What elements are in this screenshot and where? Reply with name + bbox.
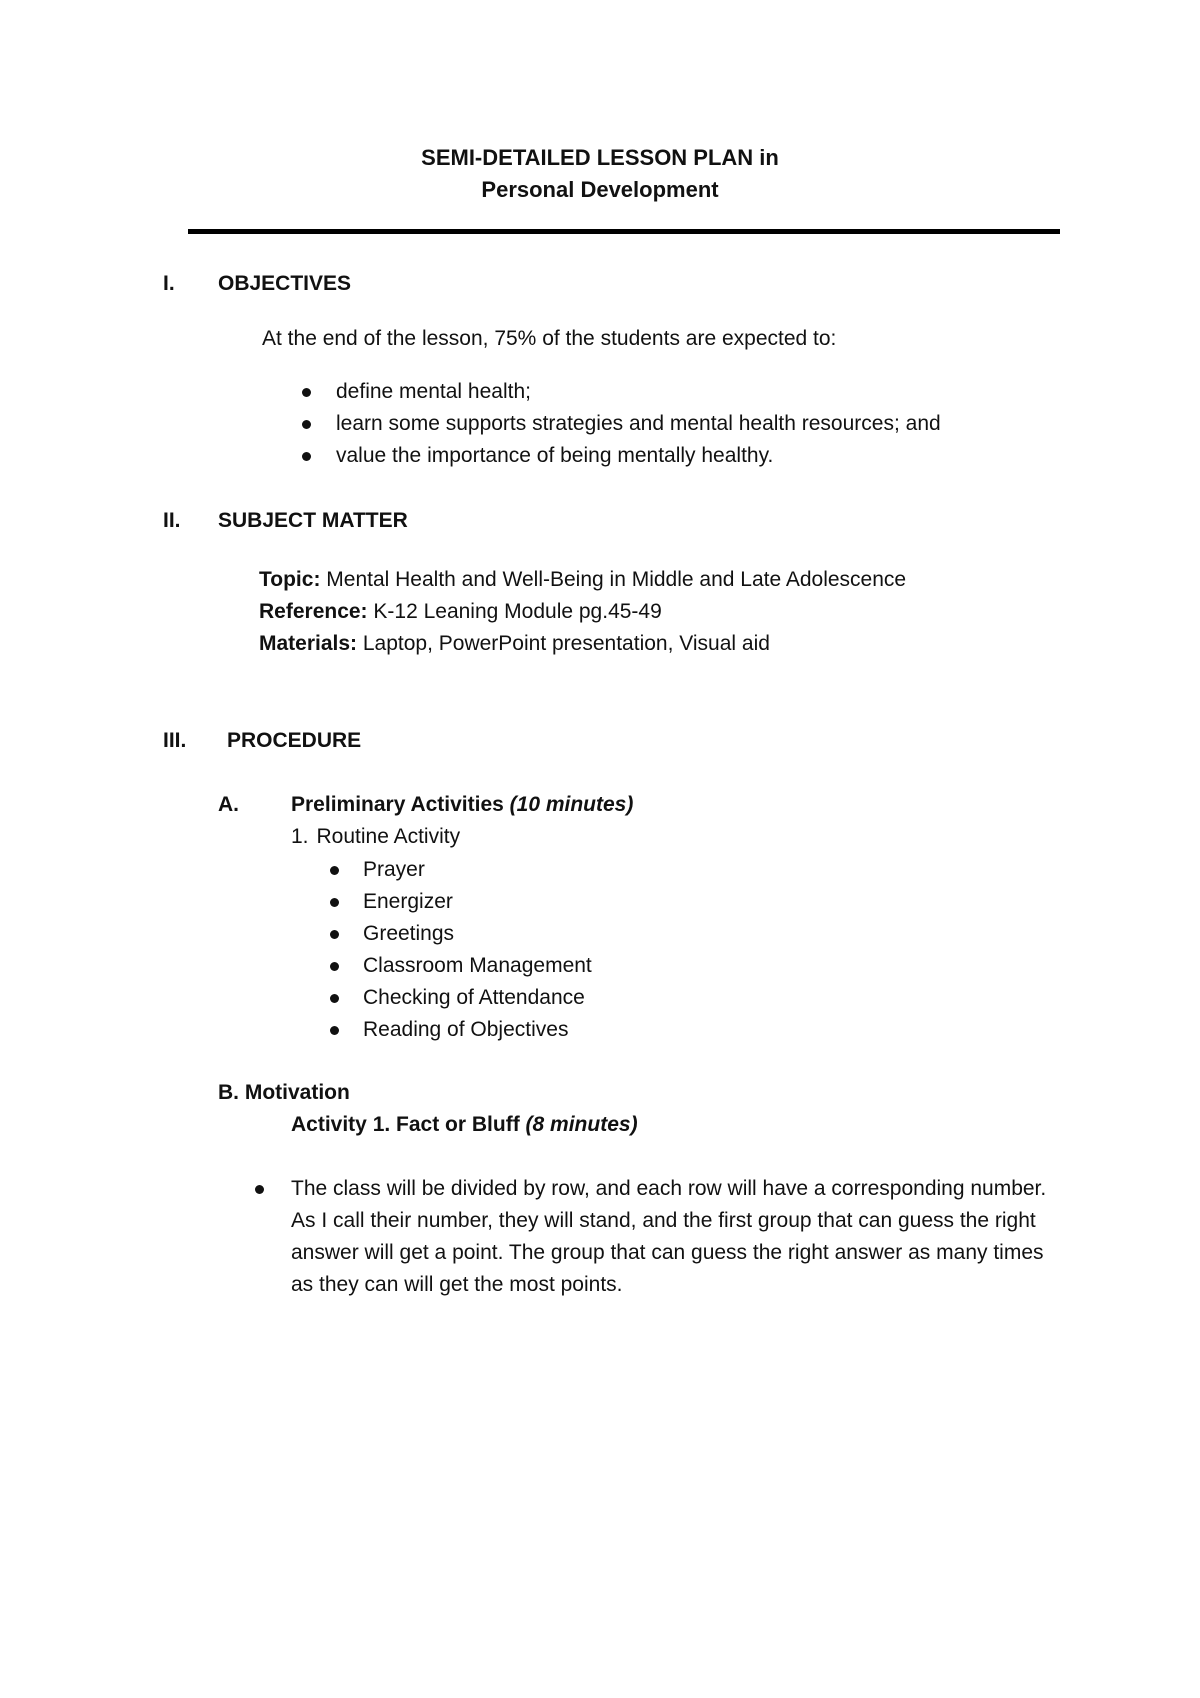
bullet-icon bbox=[330, 1026, 339, 1035]
objective-item: learn some supports strategies and mental health resources; and bbox=[336, 412, 941, 435]
materials-line bbox=[259, 631, 770, 656]
objectives-intro: At the end of the lesson, 75% of the students are expected to: bbox=[262, 327, 837, 350]
subsection-heading-preliminary bbox=[291, 792, 633, 817]
bullet-icon bbox=[302, 452, 311, 461]
bullet-icon bbox=[330, 994, 339, 1003]
topic-value: Mental Health and Well-Being in Middle and Late Adolescence bbox=[320, 568, 907, 591]
topic-line bbox=[259, 567, 906, 592]
routine-item: Classroom Management bbox=[363, 954, 592, 977]
subsection-letter-preliminary: A. bbox=[218, 793, 239, 816]
routine-item: Prayer bbox=[363, 858, 425, 881]
bullet-icon bbox=[302, 388, 311, 397]
routine-item: Checking of Attendance bbox=[363, 986, 585, 1009]
bullet-icon bbox=[330, 898, 339, 907]
topic-label: Topic: bbox=[259, 568, 321, 591]
routine-label: Routine Activity bbox=[316, 825, 461, 848]
bullet-icon bbox=[255, 1185, 264, 1194]
subsection-heading-motivation: B. Motivation bbox=[218, 1081, 350, 1104]
routine-item: Greetings bbox=[363, 922, 455, 945]
routine-item: Reading of Objectives bbox=[363, 1018, 569, 1041]
activity-label: Activity 1. Fact or Bluff bbox=[291, 1113, 526, 1136]
activity-duration: (8 minutes) bbox=[525, 1113, 638, 1136]
preliminary-duration: (10 minutes) bbox=[509, 793, 634, 816]
document-subtitle: Personal Development bbox=[481, 177, 719, 202]
routine-item: Energizer bbox=[363, 890, 453, 913]
activity-description: The class will be divided by row, and each row will have a corresponding number. As I call their number, they will stand, and the first group that can guess the right answer will get a point. The group that can guess the right answer as many times as they can will get the most points. bbox=[291, 1177, 1047, 1296]
section-numeral-objectives: I. bbox=[163, 272, 175, 295]
bullet-icon bbox=[302, 420, 311, 429]
objective-item: define mental health; bbox=[336, 380, 531, 403]
reference-label: Reference: bbox=[259, 600, 368, 623]
activity-heading bbox=[291, 1112, 638, 1137]
materials-value: Laptop, PowerPoint presentation, Visual aid bbox=[357, 632, 770, 655]
objective-item: value the importance of being mentally healthy. bbox=[336, 444, 774, 467]
reference-value: K-12 Leaning Module pg.45-49 bbox=[367, 600, 662, 623]
routine-number: 1. bbox=[291, 825, 309, 848]
reference-line bbox=[259, 599, 662, 624]
section-numeral-subject-matter: II. bbox=[163, 509, 181, 532]
document-title: SEMI-DETAILED LESSON PLAN in bbox=[421, 145, 779, 170]
header-divider bbox=[188, 229, 1060, 234]
section-heading-objectives: OBJECTIVES bbox=[218, 272, 352, 295]
routine-activity-line bbox=[291, 824, 460, 849]
bullet-icon bbox=[330, 962, 339, 971]
preliminary-heading-text: Preliminary Activities bbox=[291, 793, 510, 816]
bullet-icon bbox=[330, 866, 339, 875]
section-heading-procedure: PROCEDURE bbox=[227, 729, 362, 752]
materials-label: Materials: bbox=[259, 632, 358, 655]
section-heading-subject-matter: SUBJECT MATTER bbox=[218, 509, 408, 532]
section-numeral-procedure: III. bbox=[163, 729, 187, 752]
bullet-icon bbox=[330, 930, 339, 939]
